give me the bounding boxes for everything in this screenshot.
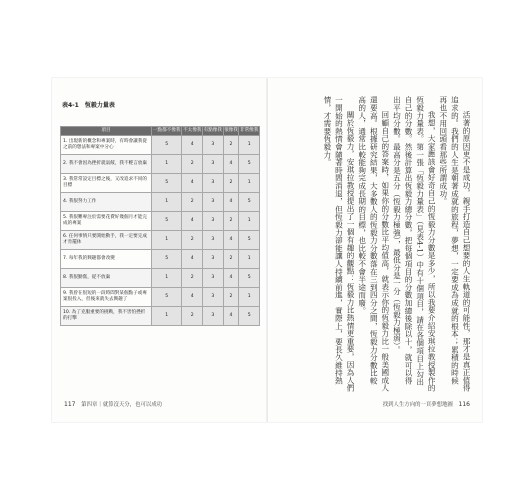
score-cell: 1 bbox=[239, 287, 260, 306]
table-row bbox=[61, 230, 260, 249]
table-row bbox=[61, 268, 260, 287]
column-header-score: 一點都不像我 bbox=[152, 127, 182, 136]
score-cell: 2 bbox=[182, 192, 203, 211]
score-cell: 2 bbox=[182, 306, 203, 325]
right-running-head: 找到人生方向的一頁夢想地圖 bbox=[382, 402, 453, 408]
score-cell: 4 bbox=[182, 249, 203, 268]
score-cell: 1 bbox=[152, 154, 182, 173]
body-paragraph: 回顧自己的答案時，如果你的分數比平均值高，就表示你的恆毅力比一般美國成人還要高。根據研究結果，大多數人的恆毅力分數落在三到四分之間，恆毅力分數比較高的人，通常比較能夠完成長期的目標，也比較不會半途而廢。 bbox=[357, 96, 390, 392]
column-header-score: 很像我 bbox=[223, 127, 239, 136]
score-cell: 3 bbox=[203, 135, 224, 154]
table-row bbox=[61, 173, 260, 192]
table-row bbox=[61, 306, 260, 325]
column-header-item: 項目 bbox=[61, 127, 152, 136]
body-text bbox=[278, 96, 472, 392]
table-row bbox=[61, 135, 260, 154]
score-cell: 3 bbox=[203, 306, 224, 325]
column-header-score: 不太像我 bbox=[182, 127, 203, 136]
score-cell: 5 bbox=[239, 268, 260, 287]
right-page bbox=[268, 78, 482, 422]
score-cell: 3 bbox=[203, 287, 224, 306]
score-cell: 3 bbox=[203, 173, 224, 192]
score-cell: 2 bbox=[223, 249, 239, 268]
score-cell: 2 bbox=[223, 287, 239, 306]
left-page-number: 117 bbox=[64, 401, 76, 408]
row-item-text: 6. 任何事情只要開始動手，我一定要完成才肯罷休 bbox=[61, 230, 152, 249]
book-spread bbox=[52, 78, 482, 422]
score-cell: 4 bbox=[223, 306, 239, 325]
score-cell: 1 bbox=[152, 230, 182, 249]
table-row bbox=[61, 154, 260, 173]
row-item-text: 4. 我很努力工作 bbox=[61, 192, 152, 211]
score-cell: 1 bbox=[152, 268, 182, 287]
column-header-score: 有點像我 bbox=[203, 127, 224, 136]
table-row bbox=[61, 287, 260, 306]
grit-scale-table bbox=[60, 126, 260, 326]
score-cell: 3 bbox=[203, 192, 224, 211]
row-item-text: 10. 為了克服重要的挑戰，我不害怕挫折的打擊 bbox=[61, 306, 152, 325]
left-page bbox=[52, 78, 266, 422]
left-page-footer bbox=[60, 400, 162, 408]
score-cell: 4 bbox=[182, 211, 203, 230]
score-cell: 3 bbox=[203, 230, 224, 249]
score-cell: 5 bbox=[239, 192, 260, 211]
score-cell: 2 bbox=[182, 154, 203, 173]
score-cell: 4 bbox=[223, 268, 239, 287]
score-cell: 5 bbox=[152, 249, 182, 268]
score-cell: 4 bbox=[182, 135, 203, 154]
table-row bbox=[61, 192, 260, 211]
score-cell: 4 bbox=[182, 287, 203, 306]
score-cell: 4 bbox=[182, 173, 203, 192]
row-item-text: 5. 我很難專注於需要花費好幾個月才能完成的專案 bbox=[61, 211, 152, 230]
row-item-text: 7. 每年我的興趣都會改變 bbox=[61, 249, 152, 268]
score-cell: 5 bbox=[152, 211, 182, 230]
score-cell: 2 bbox=[223, 211, 239, 230]
score-cell: 3 bbox=[203, 154, 224, 173]
body-paragraph: 關於恆毅力，安琪拉教授提出了一個有趣的觀點：恆毅力比熱情更重要，因為人們一開始的熱情會隨著時間消退，但恆毅力卻能讓人持續前進，實際上，要長久維持熱情，才需要恆毅力。 bbox=[322, 96, 356, 392]
score-cell: 5 bbox=[239, 306, 260, 325]
score-cell: 2 bbox=[182, 230, 203, 249]
score-cell: 5 bbox=[152, 287, 182, 306]
table-row bbox=[61, 211, 260, 230]
score-cell: 1 bbox=[152, 306, 182, 325]
score-cell: 2 bbox=[223, 173, 239, 192]
score-cell: 1 bbox=[239, 249, 260, 268]
score-cell: 1 bbox=[239, 211, 260, 230]
row-item-text: 1. 出現新的概念和專案時，有時會讓我從之前的想法和專案中分心 bbox=[61, 135, 152, 154]
row-item-text: 3. 我常常設定目標之後，又改追求不同的目標 bbox=[61, 173, 152, 192]
score-cell: 1 bbox=[239, 173, 260, 192]
left-running-head: 第四章｜就算沒天分，也可以成功 bbox=[81, 402, 163, 408]
score-cell: 4 bbox=[223, 230, 239, 249]
score-cell: 5 bbox=[152, 173, 182, 192]
row-item-text: 9. 我曾在很短的一段時間對某個點子或專案很投入，但後來就失去興趣了 bbox=[61, 287, 152, 306]
score-cell: 2 bbox=[182, 268, 203, 287]
body-paragraph: 活著的原因更不是成功，親手打造自己想要的人生軌道的可能性，那才是真正值得追求的。我們的人生是朝著成就的旅程，夢想，一定要成為成就的根本；累積的時候再也不用回頭看那些所謂成功。 bbox=[438, 96, 471, 392]
table-header-row bbox=[61, 127, 260, 136]
right-page-number: 116 bbox=[458, 401, 470, 408]
table-row bbox=[61, 249, 260, 268]
row-item-text: 2. 我不會因為挫折就氣餒，我不輕言放棄 bbox=[61, 154, 152, 173]
score-cell: 4 bbox=[223, 154, 239, 173]
right-page-footer bbox=[383, 400, 474, 408]
score-cell: 3 bbox=[203, 249, 224, 268]
score-cell: 1 bbox=[239, 135, 260, 154]
score-cell: 2 bbox=[223, 135, 239, 154]
score-cell: 3 bbox=[203, 211, 224, 230]
score-cell: 5 bbox=[239, 230, 260, 249]
body-paragraph: 我想，大家應該會好奇自己的恆毅力分數是多少，所以我要介紹安琪拉教授製作的恆毅力量表。第一張「恆毅力量表」（見表4-1）中有十個項目，請在各個項目上勾出自己的分數。然後計算出恆毅力總分數，把每個項目的分數加總後除以十，就可以得出平均分數。最高分是五分（恆毅力極強），最低分是一分（恆毅力極弱）。 bbox=[392, 96, 437, 392]
column-header-score: 非常像我 bbox=[239, 127, 260, 136]
row-item-text: 8. 我很勤奮，從不放棄 bbox=[61, 268, 152, 287]
score-cell: 4 bbox=[223, 192, 239, 211]
table-title: 表4-1 恆毅力量表 bbox=[62, 102, 115, 109]
score-cell: 5 bbox=[152, 135, 182, 154]
score-cell: 1 bbox=[152, 192, 182, 211]
score-cell: 3 bbox=[203, 268, 224, 287]
score-cell: 5 bbox=[239, 154, 260, 173]
